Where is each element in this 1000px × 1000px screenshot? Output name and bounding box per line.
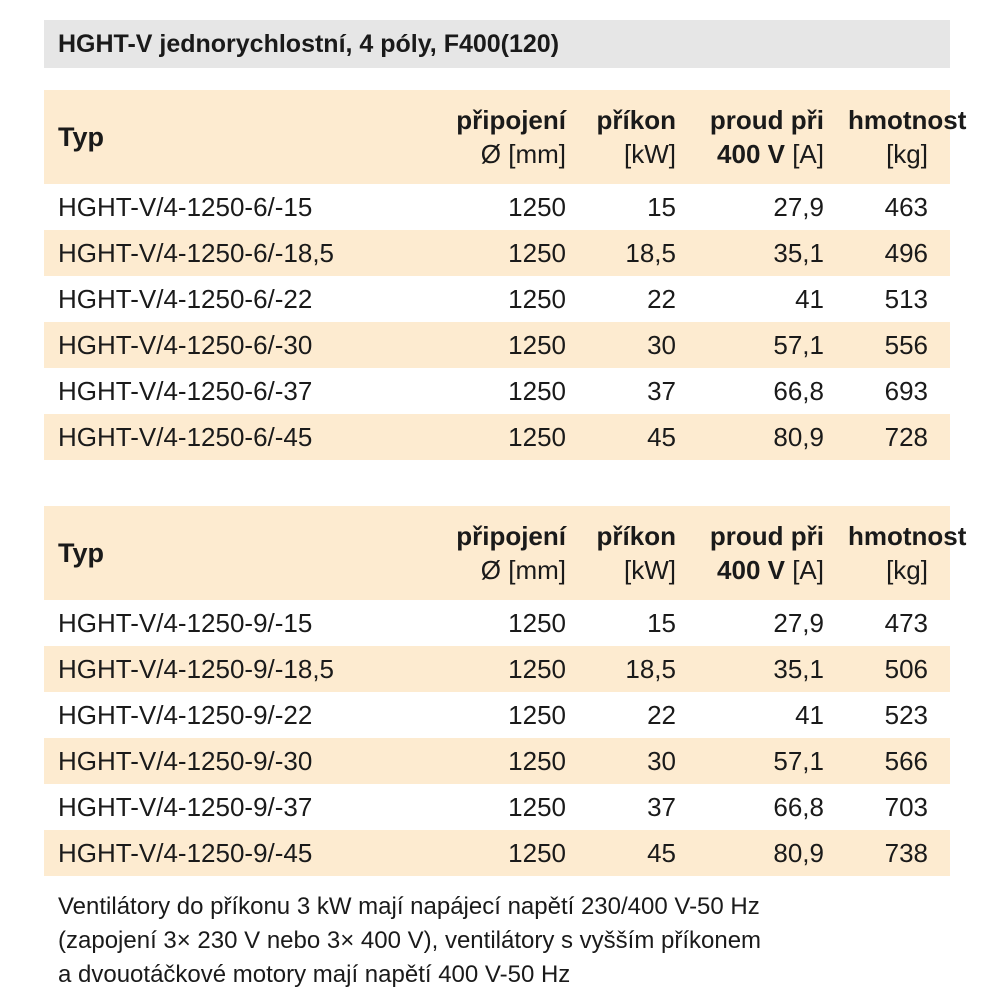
header-prikon-label: příkon	[596, 521, 676, 551]
cell-typ: HGHT-V/4-1250-9/-45	[44, 830, 401, 876]
spec-table-9	[44, 506, 967, 876]
header-hmotnost-unit: [kg]	[886, 555, 928, 585]
cell-typ: HGHT-V/4-1250-9/-37	[58, 791, 313, 822]
header-pripojeni-label: připojení	[456, 105, 566, 135]
header-hmotnost	[834, 90, 967, 184]
cell-hmotnost: 566	[834, 738, 950, 784]
header-proud	[684, 90, 834, 184]
cell-hmotnost: 473	[884, 607, 928, 638]
table-row	[44, 322, 950, 368]
table-row	[44, 830, 950, 876]
cell-prikon: 15	[647, 607, 676, 638]
cell-pripojeni: 1250	[508, 699, 566, 730]
footnote-line: Ventilátory do příkonu 3 kW mají napájecí napětí 230/400 V-50 Hz	[58, 893, 760, 920]
cell-pripojeni: 1250	[401, 830, 576, 876]
cell-hmotnost: 463	[884, 191, 928, 222]
cell-typ: HGHT-V/4-1250-6/-22	[58, 283, 313, 314]
footnote	[58, 890, 958, 992]
cell-proud: 80,9	[684, 830, 834, 876]
cell-prikon: 30	[576, 322, 684, 368]
cell-proud: 66,8	[773, 791, 824, 822]
cell-hmotnost: 496	[834, 230, 950, 276]
header-proud-label: proud při	[709, 105, 824, 135]
header-proud-label: proud při	[709, 521, 824, 551]
cell-proud: 27,9	[773, 607, 824, 638]
table-row	[44, 184, 950, 230]
cell-prikon: 37	[647, 791, 676, 822]
spec-table-6	[44, 90, 967, 460]
table-header-row	[44, 90, 950, 184]
cell-prikon: 18,5	[576, 230, 684, 276]
cell-hmotnost: 693	[884, 375, 928, 406]
cell-proud: 57,1	[684, 738, 834, 784]
cell-pripojeni: 1250	[508, 283, 566, 314]
header-typ: Typ	[44, 506, 401, 600]
cell-prikon: 45	[576, 414, 684, 460]
table-row	[44, 230, 950, 276]
header-hmotnost-label: hmotnost	[848, 105, 967, 135]
header-proud-voltage: 400 V	[717, 139, 785, 169]
cell-proud: 27,9	[773, 191, 824, 222]
table-row	[44, 738, 950, 784]
cell-proud: 41	[795, 283, 824, 314]
table-row	[44, 646, 950, 692]
cell-pripojeni: 1250	[401, 322, 576, 368]
header-prikon	[576, 90, 684, 184]
cell-prikon: 15	[647, 191, 676, 222]
cell-pripojeni: 1250	[401, 646, 576, 692]
cell-typ: HGHT-V/4-1250-9/-18,5	[44, 646, 401, 692]
cell-hmotnost: 523	[884, 699, 928, 730]
cell-hmotnost: 703	[884, 791, 928, 822]
cell-typ: HGHT-V/4-1250-9/-22	[58, 699, 313, 730]
cell-prikon: 22	[647, 283, 676, 314]
header-proud-unit: [A]	[784, 555, 824, 585]
header-pripojeni	[401, 506, 576, 600]
header-hmotnost	[834, 506, 967, 600]
cell-proud: 66,8	[773, 375, 824, 406]
cell-pripojeni: 1250	[401, 738, 576, 784]
cell-pripojeni: 1250	[401, 414, 576, 460]
footnote-line: a dvouotáčkové motory mají napětí 400 V-50 Hz	[58, 961, 571, 988]
cell-typ: HGHT-V/4-1250-6/-37	[58, 375, 313, 406]
table-header-row	[44, 506, 950, 600]
header-pripojeni-unit: Ø [mm]	[480, 139, 566, 169]
header-pripojeni-unit: Ø [mm]	[480, 555, 566, 585]
cell-prikon: 30	[576, 738, 684, 784]
cell-typ: HGHT-V/4-1250-9/-15	[58, 607, 313, 638]
header-prikon-unit: [kW]	[624, 555, 676, 585]
table-row	[44, 414, 950, 460]
header-hmotnost-unit: [kg]	[886, 139, 928, 169]
cell-hmotnost: 728	[834, 414, 950, 460]
cell-typ: HGHT-V/4-1250-6/-15	[58, 191, 313, 222]
header-proud-unit: [A]	[784, 139, 824, 169]
cell-hmotnost: 556	[834, 322, 950, 368]
header-proud-voltage: 400 V	[717, 555, 785, 585]
table-row	[44, 276, 950, 322]
cell-proud: 35,1	[684, 230, 834, 276]
header-prikon-unit: [kW]	[624, 139, 676, 169]
cell-proud: 57,1	[684, 322, 834, 368]
cell-pripojeni: 1250	[508, 791, 566, 822]
cell-proud: 35,1	[684, 646, 834, 692]
cell-prikon: 45	[576, 830, 684, 876]
cell-prikon: 18,5	[576, 646, 684, 692]
header-proud	[684, 506, 834, 600]
header-pripojeni	[401, 90, 576, 184]
cell-prikon: 22	[647, 699, 676, 730]
cell-pripojeni: 1250	[508, 375, 566, 406]
page-title: HGHT-V jednorychlostní, 4 póly, F400(120)	[44, 20, 950, 68]
cell-prikon: 37	[647, 375, 676, 406]
cell-hmotnost: 738	[834, 830, 950, 876]
table-row	[44, 784, 950, 830]
cell-pripojeni: 1250	[401, 230, 576, 276]
table-row	[44, 600, 950, 646]
footnote-line: (zapojení 3× 230 V nebo 3× 400 V), ventilátory s vyšším příkonem	[58, 927, 762, 954]
cell-typ: HGHT-V/4-1250-6/-30	[44, 322, 401, 368]
cell-pripojeni: 1250	[508, 607, 566, 638]
header-pripojeni-label: připojení	[456, 521, 566, 551]
table-row	[44, 692, 950, 738]
cell-hmotnost: 513	[884, 283, 928, 314]
table-row	[44, 368, 950, 414]
cell-hmotnost: 506	[834, 646, 950, 692]
cell-proud: 80,9	[684, 414, 834, 460]
header-prikon	[576, 506, 684, 600]
header-typ: Typ	[44, 90, 401, 184]
cell-pripojeni: 1250	[508, 191, 566, 222]
header-prikon-label: příkon	[596, 105, 676, 135]
header-hmotnost-label: hmotnost	[848, 521, 967, 551]
cell-typ: HGHT-V/4-1250-9/-30	[44, 738, 401, 784]
cell-proud: 41	[795, 699, 824, 730]
cell-typ: HGHT-V/4-1250-6/-45	[44, 414, 401, 460]
cell-typ: HGHT-V/4-1250-6/-18,5	[44, 230, 401, 276]
